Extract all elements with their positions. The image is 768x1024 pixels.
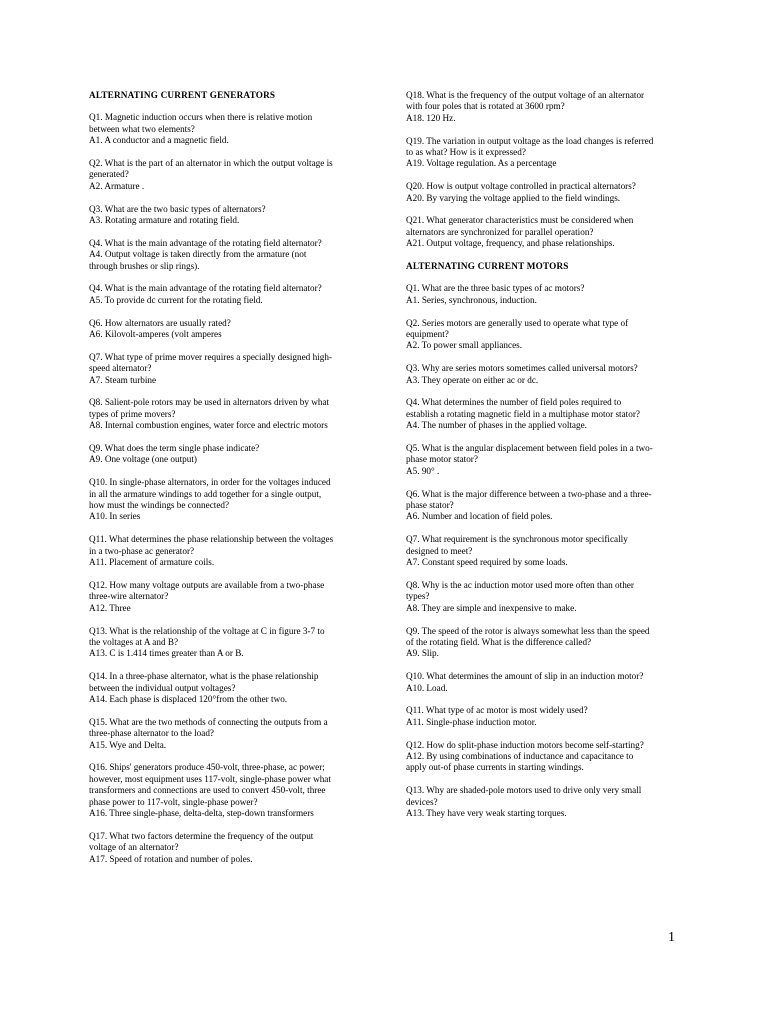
- question-text: Q20. How is output voltage controlled in practical alternators?: [406, 181, 636, 192]
- qa-item: [406, 705, 678, 728]
- qa-item: [406, 671, 678, 694]
- question-text: Q12. How many voltage outputs are available from a two-phase three-wire alternator?: [89, 579, 325, 602]
- question-text: Q1. Magnetic induction occurs when there is relative motion between what two elements?: [89, 112, 313, 134]
- qa-item: [406, 397, 678, 431]
- answer-text: A12. Three: [89, 602, 131, 613]
- qa-item: [406, 90, 678, 124]
- right-column: [406, 90, 678, 831]
- qa-item: [89, 477, 359, 523]
- qa-item: [406, 215, 678, 249]
- question-text: Q12. How do split-phase induction motors become self-starting?: [406, 739, 644, 750]
- answer-text: A21. Output voltage, frequency, and phase relationships.: [406, 238, 615, 249]
- question-text: Q6. What is the major difference between a two-phase and a three- phase stator?: [406, 488, 652, 511]
- qa-item: [89, 671, 359, 705]
- question-text: Q7. What type of prime mover requires a specially designed high- speed alternator?: [89, 351, 332, 374]
- qa-item: [89, 443, 359, 466]
- qa-item: [89, 352, 359, 386]
- qa-item: [89, 831, 359, 865]
- page-number: 1: [668, 930, 675, 945]
- question-text: Q5. What is the angular displacement between field poles in a two- phase motor stator?: [406, 443, 653, 465]
- answer-text: A4. Output voltage is taken directly from the armature (not through brushes or slip rings).: [89, 249, 307, 271]
- qa-item: [406, 785, 678, 819]
- question-text: Q8. Salient-pole rotors may be used in alternators driven by what types of prime movers?: [89, 397, 330, 419]
- answer-text: A14. Each phase is displaced 120°from the other two.: [89, 693, 288, 704]
- question-text: Q13. Why are shaded-pole motors used to drive only very small devices?: [406, 785, 642, 807]
- question-text: Q4. What is the main advantage of the rotating field alternator?: [89, 283, 322, 294]
- question-text: Q17. What two factors determine the frequency of the output voltage of an alternator?: [89, 830, 314, 853]
- answer-text: A6. Number and location of field poles.: [406, 511, 553, 522]
- question-text: Q9. The speed of the rotor is always somewhat less than the speed of the rotating field. What is the difference called?: [406, 625, 650, 647]
- section-heading-motors: ALTERNATING CURRENT MOTORS: [406, 261, 569, 272]
- question-text: Q2. What is the part of an alternator in which the output voltage is generated?: [89, 158, 333, 180]
- answer-text: A17. Speed of rotation and number of poles.: [89, 853, 253, 864]
- question-text: Q21. What generator characteristics must be considered when alternators are synchronized for parallel operation?: [406, 215, 634, 237]
- answer-text: A11. Placement of armature coils.: [89, 557, 215, 568]
- qa-list-generators-continued: [406, 90, 678, 250]
- qa-item: [89, 112, 359, 146]
- qa-item: [406, 136, 678, 170]
- qa-list-motors: [406, 283, 678, 819]
- answer-text: A2. To power small appliances.: [406, 340, 523, 351]
- question-text: Q15. What are the two methods of connecting the outputs from a three-phase alternator to the load?: [89, 716, 328, 739]
- answer-text: A12. By using combinations of inductance and capacitance to apply out-of phase currents in starting windings.: [406, 750, 634, 773]
- answer-text: A9. Slip.: [406, 648, 439, 659]
- qa-item: [89, 204, 359, 227]
- question-text: Q7. What requirement is the synchronous motor specifically designed to meet?: [406, 534, 628, 556]
- question-text: Q6. How alternators are usually rated?: [89, 317, 231, 328]
- answer-text: A8. Internal combustion engines, water force and electric motors: [89, 420, 328, 431]
- question-text: Q16. Ships' generators produce 450-volt, three-phase, ac power; however, most equipment uses 117-volt, single-phase power what transformers and connections are used to convert 450-volt, three phase power to 117-volt, single-phase power?: [89, 762, 331, 807]
- qa-item: [406, 283, 678, 306]
- qa-item: [406, 318, 678, 352]
- qa-item: [89, 534, 359, 568]
- answer-text: A7. Steam turbine: [89, 374, 157, 385]
- left-column: [89, 90, 359, 876]
- question-text: Q1. What are the three basic types of ac motors?: [406, 283, 585, 294]
- qa-item: [406, 489, 678, 523]
- answer-text: A5. To provide dc current for the rotating field.: [89, 294, 263, 305]
- qa-item: [406, 181, 678, 204]
- answer-text: A5. 90° .: [406, 465, 440, 476]
- question-text: Q10. What determines the amount of slip in an induction motor?: [406, 671, 644, 682]
- question-text: Q18. What is the frequency of the output voltage of an alternator with four poles that is rotated at 3600 rpm?: [406, 90, 645, 112]
- question-text: Q14. In a three-phase alternator, what is the phase relationship between the individual output voltages?: [89, 671, 319, 693]
- answer-text: A16. Three single-phase, delta-delta, step-down transformers: [89, 807, 314, 818]
- question-text: Q19. The variation in output voltage as the load changes is referred to as what? How is it expressed?: [406, 135, 654, 158]
- qa-item: [89, 283, 359, 306]
- question-text: Q13. What is the relationship of the voltage at C in figure 3-7 to the voltages at A and B?: [89, 625, 325, 647]
- qa-item: [406, 580, 678, 614]
- qa-item: [406, 626, 678, 660]
- qa-item: [89, 626, 359, 660]
- answer-text: A10. In series: [89, 511, 141, 522]
- answer-text: A15. Wye and Delta.: [89, 739, 167, 750]
- qa-item: [406, 534, 678, 568]
- qa-item: [89, 717, 359, 751]
- qa-item: [89, 762, 359, 819]
- answer-text: A3. They operate on either ac or dc.: [406, 374, 539, 385]
- answer-text: A4. The number of phases in the applied voltage.: [406, 420, 587, 431]
- qa-list-generators: [89, 112, 359, 865]
- answer-text: A13. C is 1.414 times greater than A or B.: [89, 648, 244, 659]
- qa-item: [406, 740, 678, 774]
- answer-text: A11. Single-phase induction motor.: [406, 716, 537, 727]
- question-text: Q11. What type of ac motor is most widely used?: [406, 705, 588, 716]
- answer-text: A8. They are simple and inexpensive to make.: [406, 602, 577, 613]
- qa-item: [89, 318, 359, 341]
- qa-item: [406, 443, 678, 477]
- answer-text: A1. A conductor and a magnetic field.: [89, 135, 229, 146]
- qa-item: [89, 238, 359, 272]
- answer-text: A20. By varying the voltage applied to the field windings.: [406, 192, 621, 203]
- answer-text: A2. Armature .: [89, 180, 145, 191]
- question-text: Q9. What does the term single phase indicate?: [89, 443, 260, 454]
- qa-item: [89, 580, 359, 614]
- question-text: Q11. What determines the phase relationship between the voltages in a two-phase ac generator?: [89, 534, 334, 556]
- question-text: Q4. What determines the number of field poles required to establish a rotating magnetic field in a multiphase motor stator?: [406, 397, 640, 419]
- qa-item: [89, 158, 359, 192]
- answer-text: A13. They have very weak starting torques.: [406, 807, 567, 818]
- section-heading-generators: ALTERNATING CURRENT GENERATORS: [89, 90, 276, 100]
- answer-text: A3. Rotating armature and rotating field.: [89, 215, 240, 226]
- answer-text: A6. Kilovolt-amperes (volt amperes: [89, 329, 222, 340]
- answer-text: A18. 120 Hz.: [406, 112, 456, 123]
- qa-item: [406, 363, 678, 386]
- answer-text: A1. Series, synchronous, induction.: [406, 294, 537, 305]
- question-text: Q2. Series motors are generally used to operate what type of equipment?: [406, 317, 629, 340]
- answer-text: A10. Load.: [406, 682, 448, 693]
- answer-text: A7. Constant speed required by some loads.: [406, 557, 568, 568]
- question-text: Q3. What are the two basic types of alternators?: [89, 203, 266, 214]
- question-text: Q8. Why is the ac induction motor used more often than other types?: [406, 579, 634, 602]
- answer-text: A19. Voltage regulation. As a percentage: [406, 158, 557, 169]
- question-text: Q10. In single-phase alternators, in order for the voltages induced in all the armature windings to add together for a single output, how must the windings be connected?: [89, 477, 331, 511]
- answer-text: A9. One voltage (one output): [89, 454, 197, 465]
- qa-item: [89, 397, 359, 431]
- question-text: Q3. Why are series motors sometimes called universal motors?: [406, 363, 638, 374]
- question-text: Q4. What is the main advantage of the rotating field alternator?: [89, 237, 322, 248]
